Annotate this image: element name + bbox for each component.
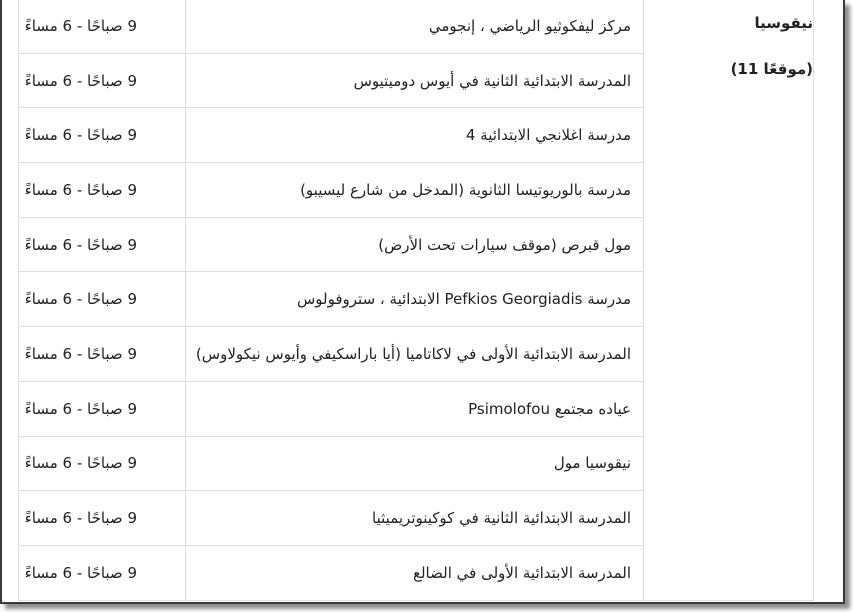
- location-cell: المدرسة الابتدائية الثانية في أيوس دوميتيوس: [186, 53, 644, 108]
- location-cell: مدرسة اغلانجي الابتدائية 4: [186, 108, 644, 163]
- location-cell: المدرسة الابتدائية الأولى في الضالع: [186, 545, 644, 600]
- hours-cell: 9 صباحًا - 6 مساءً: [19, 436, 186, 491]
- hours-cell: 9 صباحًا - 6 مساءً: [19, 53, 186, 108]
- city-cell: [644, 0, 814, 600]
- location-cell: المدرسة الابتدائية الثانية في كوكينوتريميثيا: [186, 491, 644, 546]
- table-row: [19, 0, 814, 53]
- location-cell: مول قبرص (موقف سيارات تحت الأرض): [186, 217, 644, 272]
- location-cell: المدرسة الابتدائية الأولى في لاكاتاميا (أيا باراسكيفي وأيوس نيكولاوس): [186, 327, 644, 382]
- site-count: (موقعًا 11): [730, 60, 813, 78]
- hours-cell: 9 صباحًا - 6 مساءً: [19, 491, 186, 546]
- hours-cell: 9 صباحًا - 6 مساءً: [19, 108, 186, 163]
- location-cell: مدرسة Pefkios Georgiadis الابتدائية ، ستروفولوس: [186, 272, 644, 327]
- location-cell: مدرسة بالوريوتيسا الثانوية (المدخل من شارع ليسيبو): [186, 163, 644, 218]
- location-cell: مركز ليفكوثيو الرياضي ، إنجومي: [186, 0, 644, 53]
- hours-cell: 9 صباحًا - 6 مساءً: [19, 327, 186, 382]
- hours-cell: 9 صباحًا - 6 مساءً: [19, 163, 186, 218]
- hours-cell: 9 صباحًا - 6 مساءً: [19, 272, 186, 327]
- location-cell: عياده مجتمع Psimolofou: [186, 381, 644, 436]
- hours-cell: 9 صباحًا - 6 مساءً: [19, 217, 186, 272]
- location-cell: نيقوسيا مول: [186, 436, 644, 491]
- hours-cell: 9 صباحًا - 6 مساءً: [19, 381, 186, 436]
- city-name: نيقوسيا: [754, 14, 813, 32]
- hours-cell: 9 صباحًا - 6 مساءً: [19, 545, 186, 600]
- testing-sites-table: [18, 0, 814, 601]
- hours-cell: 9 صباحًا - 6 مساءً: [19, 0, 186, 53]
